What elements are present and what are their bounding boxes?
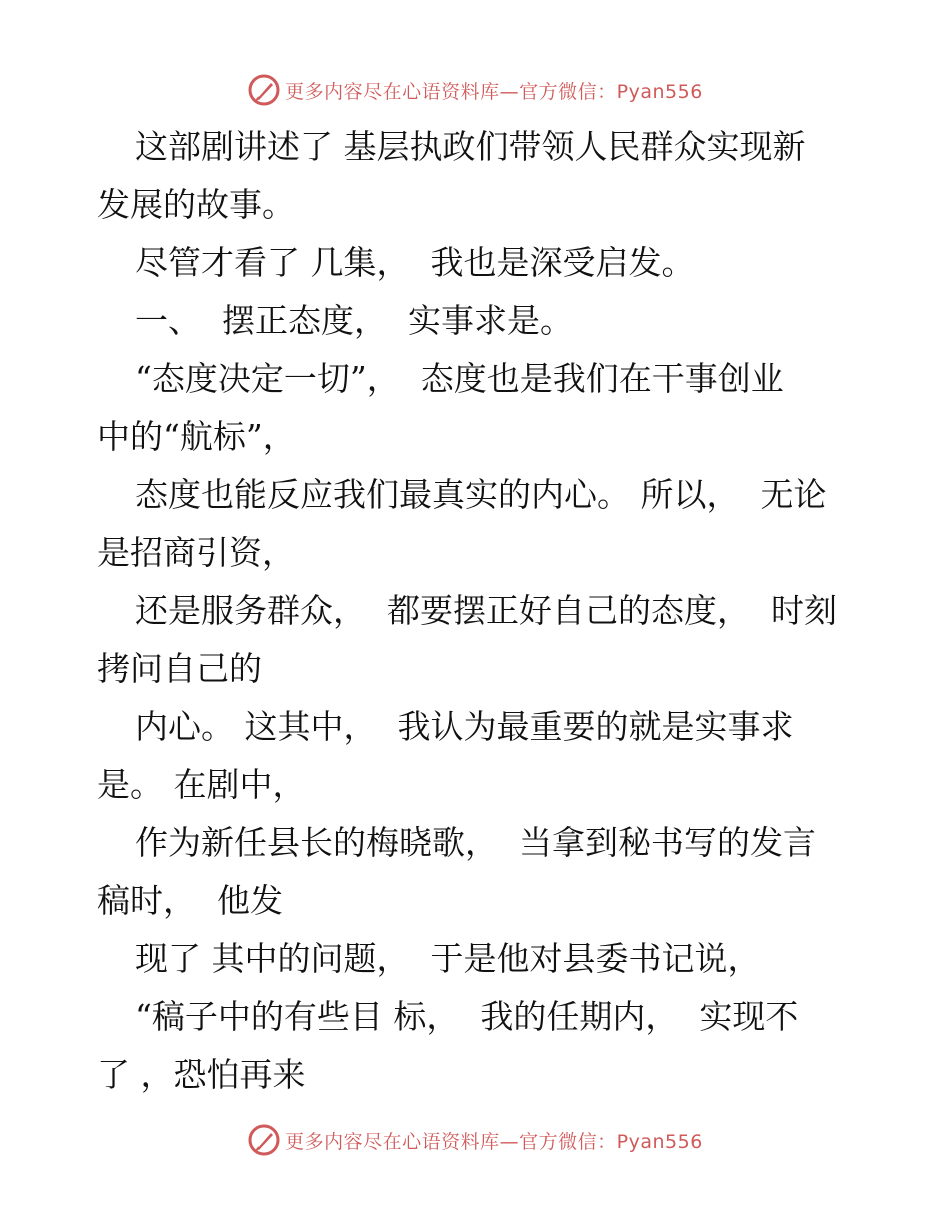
text-line: 中的“航标”， [97, 417, 296, 456]
text-line: 态度也能反应我们最真实的内心。 所以， 无论 [135, 475, 827, 514]
text-line: 发展的故事。 [97, 185, 295, 224]
quill-pen-circle-icon [247, 73, 281, 107]
text-line: 这部剧讲述了 基层执政们带领人民群众实现新 [135, 127, 806, 166]
header-watermark [0, 70, 950, 110]
quill-pen-circle-icon [247, 1123, 281, 1157]
watermark-text: 更多内容尽在心语资料库—官方微信：Pyan556 [285, 80, 703, 103]
watermark-text: 更多内容尽在心语资料库—官方微信：Pyan556 [285, 1130, 703, 1153]
text-line: “稿子中的有些目 标， 我的任期内， 实现不 [135, 997, 799, 1036]
text-line: 作为新任县长的梅晓歌， 当拿到秘书写的发言 [135, 823, 816, 862]
text-line: 还是服务群众， 都要摆正好自己的态度， 时刻 [135, 591, 837, 630]
text-line: 内心。 这其中， 我认为最重要的就是实事求 [135, 707, 794, 746]
text-line: 现了 其中的问题， 于是他对县委书记说， [135, 939, 761, 978]
document-body [97, 118, 857, 1104]
text-line: 是招商引资， [97, 533, 295, 572]
text-line: 尽管才看了 几集， 我也是深受启发。 [135, 243, 695, 282]
text-line: “态度决定一切”， 态度也是我们在干事创业 [135, 359, 784, 398]
text-line: 拷问自己的 [97, 649, 262, 688]
text-line: 了 ，恐怕再来 [97, 1055, 306, 1094]
text-line: 稿时， 他发 [97, 881, 283, 920]
text-line: 是。 在剧中， [97, 765, 306, 804]
text-line: 一、 摆正态度， 实事求是。 [135, 301, 573, 340]
footer-watermark [0, 1120, 950, 1160]
